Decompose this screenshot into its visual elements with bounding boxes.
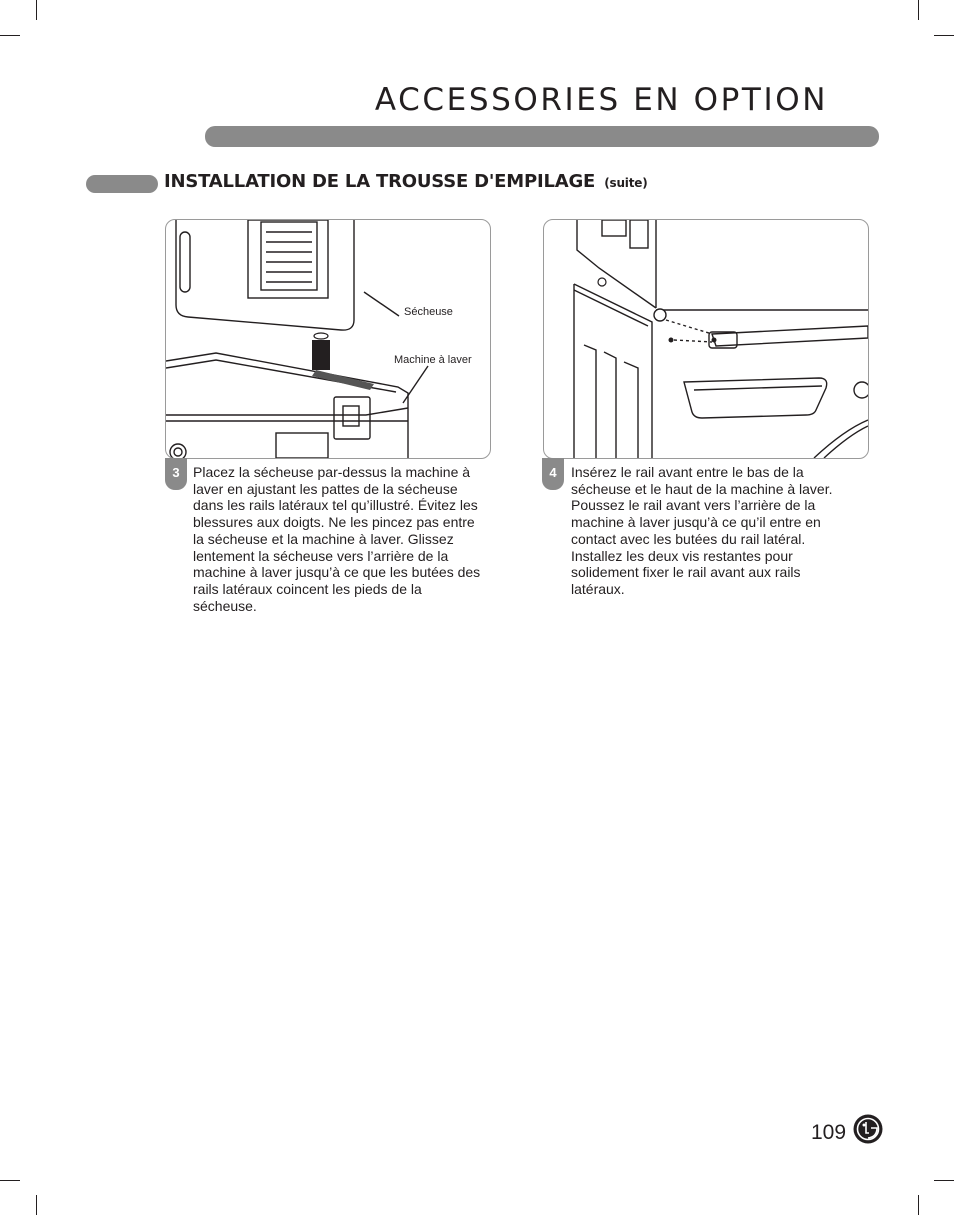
crop-mark xyxy=(0,1180,20,1181)
section-heading-suffix: (suite) xyxy=(604,176,648,190)
step-3-illustration xyxy=(165,219,491,459)
page-number: 109 xyxy=(811,1121,847,1144)
crop-mark xyxy=(918,0,919,20)
step-4-text: Insérez le rail avant entre le bas de la sécheuse et le haut de la machine à laver. Poussez le rail avant vers l’arrière de la machine à laver jusqu’à ce qu’il entre en contact avec les butées du rail latéral. Installez les deux vis restantes pour solidement fixer le rail avant aux rails latéraux. xyxy=(571,464,833,597)
crop-mark xyxy=(36,1195,37,1215)
section-heading-text: INSTALLATION DE LA TROUSSE D'EMPILAGE xyxy=(164,171,596,192)
crop-mark xyxy=(934,1180,954,1181)
step-4-illustration xyxy=(543,219,869,459)
lg-logo xyxy=(853,1114,883,1144)
section-heading xyxy=(164,171,647,192)
step-3-text: Placez la sécheuse par-dessus la machine à laver en ajustant les pattes de la sécheuse dans les rails latéraux tel qu’illustré. Évitez les blessures aux doigts. Ne les pincez pas entre la sécheuse et la machine à laver. Glissez lentement la sécheuse vers l’arrière de la machine à laver jusqu’à ce que les butées des rails latéraux coincent les pieds de la sécheuse. xyxy=(193,464,481,614)
crop-mark xyxy=(918,1195,919,1215)
crop-mark xyxy=(0,35,20,36)
page-title: ACCESSORIES EN OPTION xyxy=(374,82,828,118)
step-4-number: 4 xyxy=(542,458,564,490)
section-marker xyxy=(86,175,158,193)
title-bar xyxy=(205,126,879,147)
callout-dryer: Sécheuse xyxy=(404,306,453,318)
crop-mark xyxy=(934,35,954,36)
crop-mark xyxy=(36,0,37,20)
callout-washer: Machine à laver xyxy=(394,354,472,366)
dryer-on-washer-drawing xyxy=(166,220,490,458)
step-3-number: 3 xyxy=(165,458,187,490)
front-rail-drawing xyxy=(544,220,868,458)
